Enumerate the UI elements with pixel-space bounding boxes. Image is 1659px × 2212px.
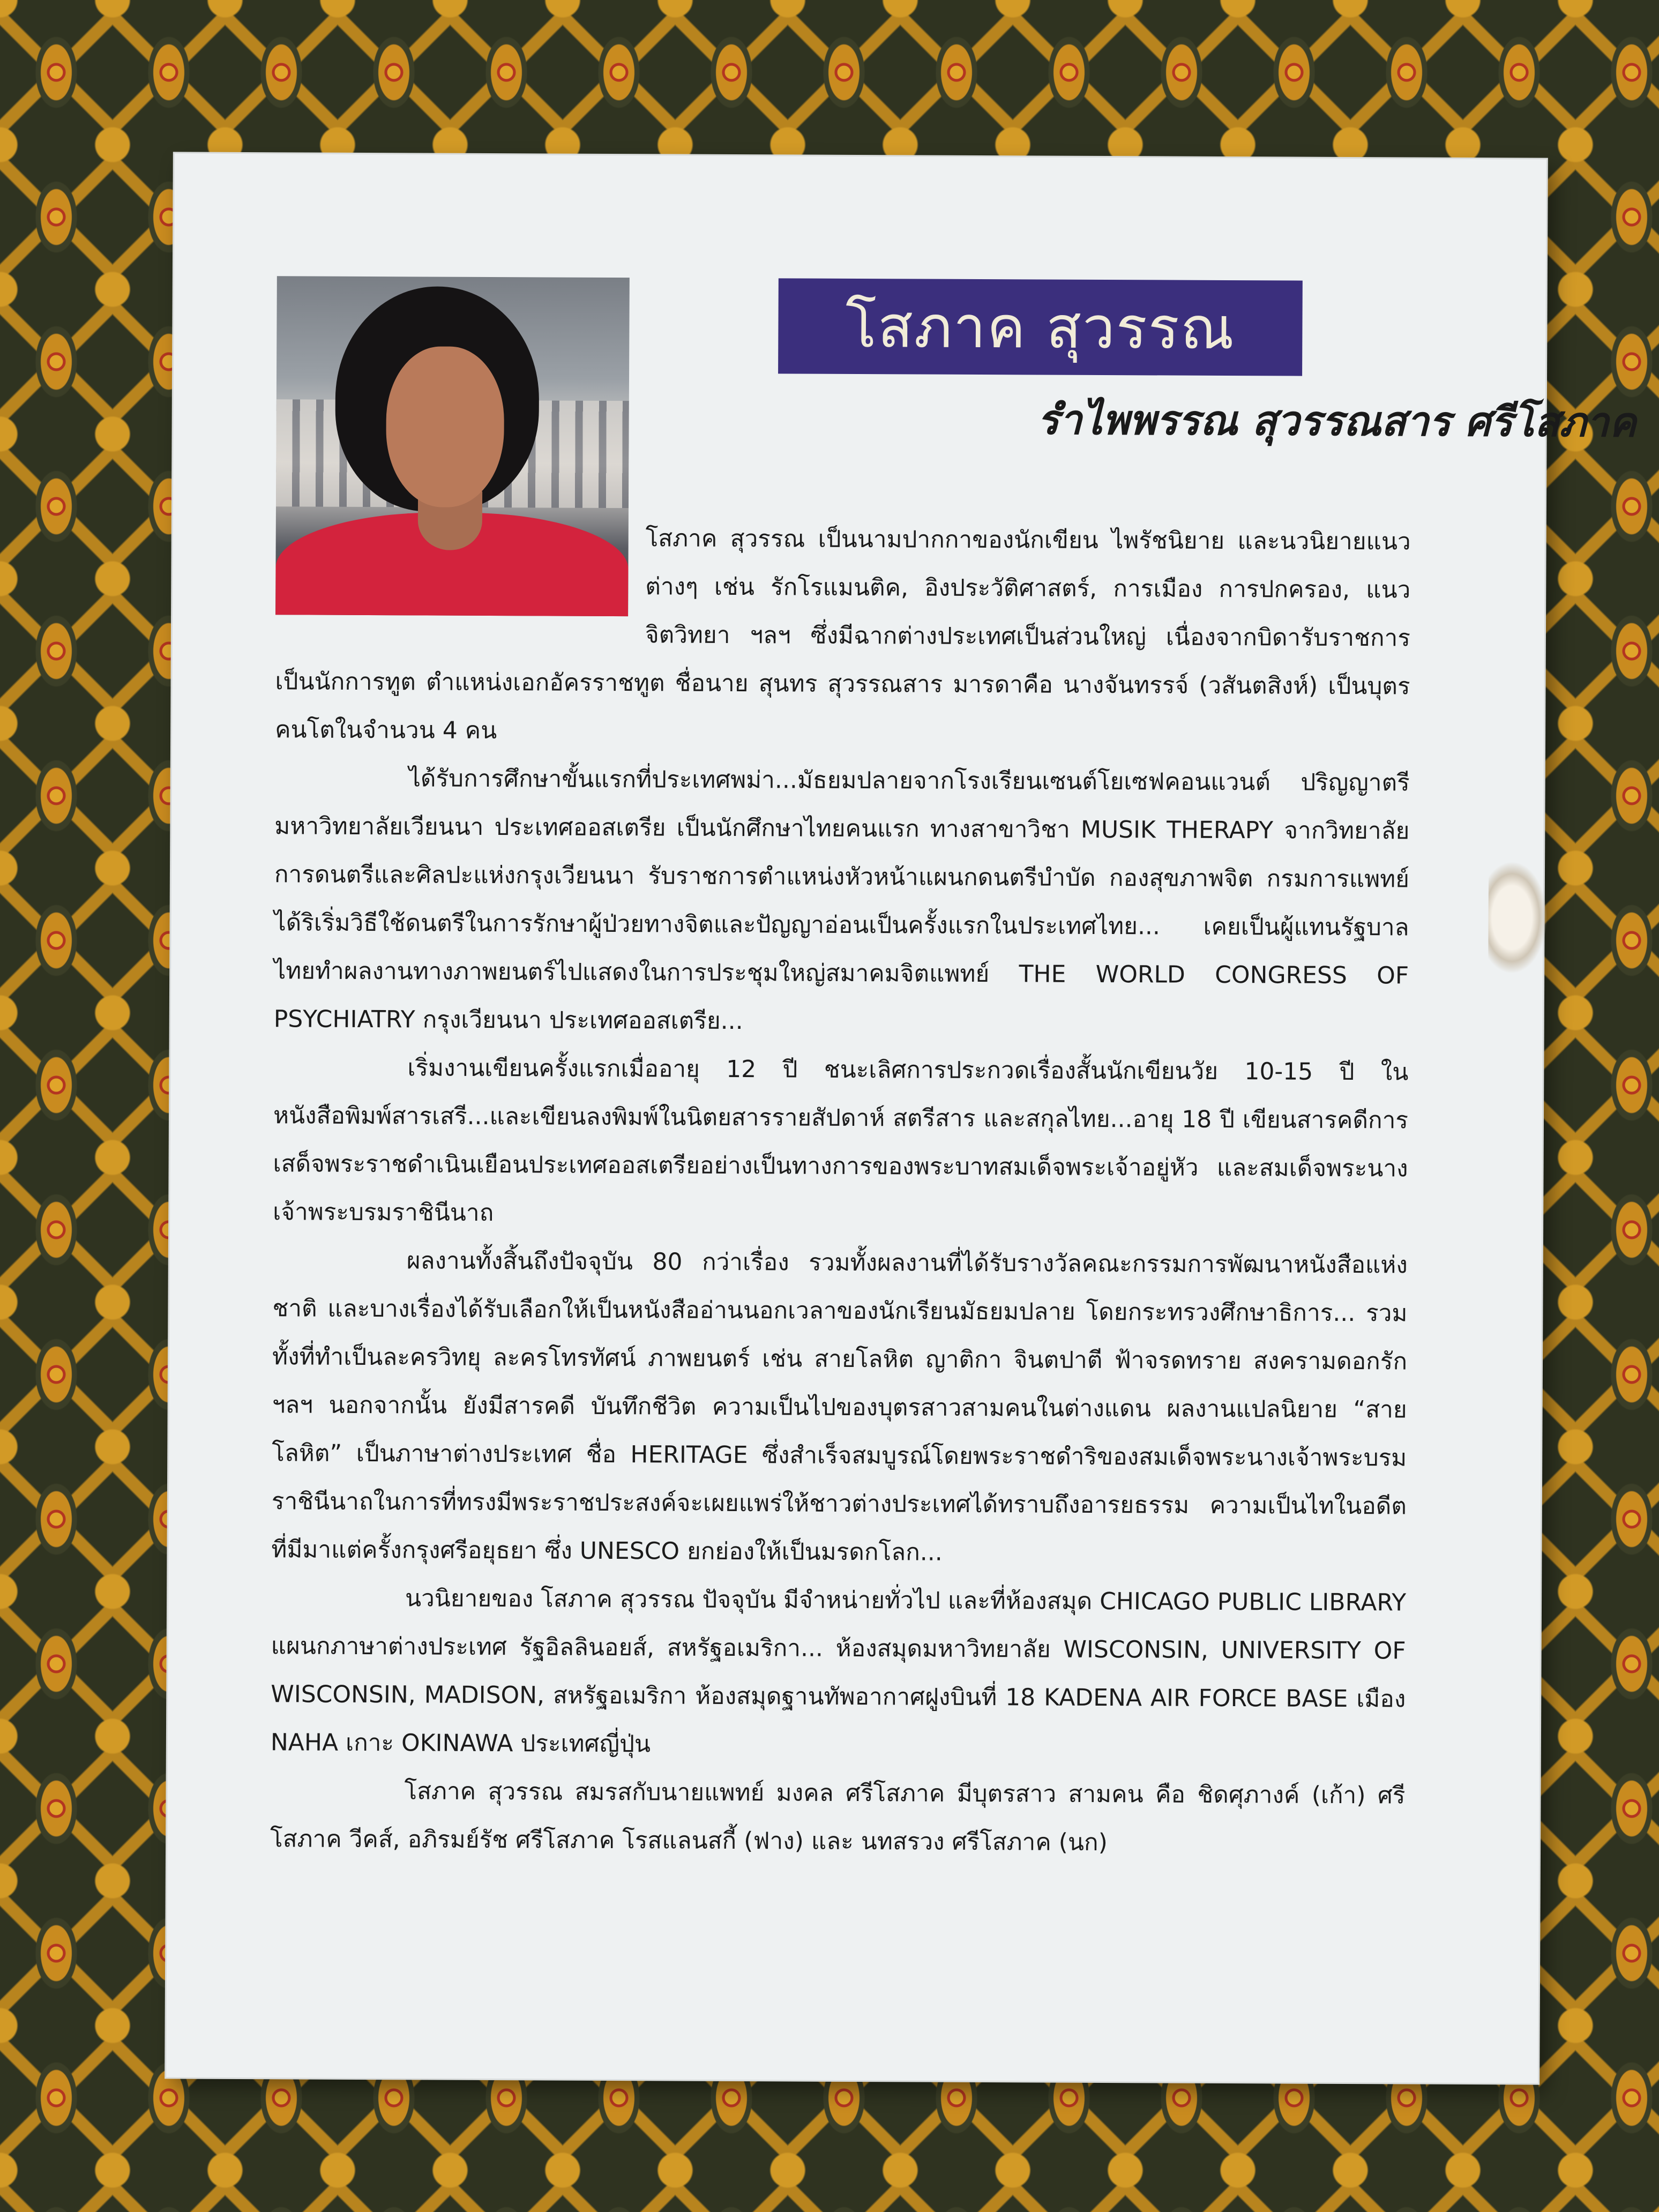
page-title: โสภาค สุวรรณ bbox=[845, 293, 1236, 363]
author-pen-name-banner bbox=[778, 278, 1303, 376]
biography-text bbox=[270, 513, 1411, 1868]
book-flap-page bbox=[166, 153, 1636, 2083]
paragraph-education: ได้รับการศึกษาขั้นแรกที่ประเทศพม่า...มัธยมปลายจากโรงเรียนเซนต์โยเซฟคอนแวนต์ ปริญญาตรี มหาวิทยาลัยเวียนนา ประเทศออสเตรีย เป็นนักศึกษาไทยคนแรก ทางสาขาวิชา MUSIK THERAPY จากวิทยาลัยการดนตรีและศิลปะแห่งกรุงเวียนนา รับราชการตำแหน่งหัวหน้าแผนกดนตรีบำบัด กองสุขภาพจิต กรมการแพทย์ ได้ริเริ่มวิธีใช้ดนตรีในการรักษาผู้ป่วยทางจิตและปัญญาอ่อนเป็นครั้งแรกในประเทศไทย... เคยเป็นผู้แทนรัฐบาลไทยทำผลงานทางภาพยนตร์ไปแสดงในการประชุมใหญ่สมาคมจิตแพทย์ THE WORLD CONGRESS OF PSYCHIATRY กรุงเวียนนา ประเทศออสเตรีย... bbox=[273, 765, 1410, 1035]
torn-edge bbox=[1488, 861, 1548, 974]
paragraph-family: โสภาค สุวรรณ สมรสกับนายแพทย์ มงคล ศรีโสภาค มีบุตรสาว สามคน คือ ชิดศุภางค์ (เก้า) ศรีโสภาค วีคส์, อภิรมย์รัช ศรีโสภาค โรสแลนสกี้ (ฟาง) และ นทสรวง ศรีโสภาค (นก) bbox=[270, 1777, 1406, 1857]
paragraph-intro: โสภาค สุวรรณ เป็นนามปากกาของนักเขียน ไพรัชนิยาย และนวนิยายแนวต่างๆ เช่น รักโรแมนติค, อิงประวัติศาสตร์, การเมือง การปกครอง, แนวจิตวิทยา ฯลฯ ซึ่งมีฉากต่างประเทศเป็นส่วนใหญ่ เนื่องจากบิดารับราชการ เป็นนักการทูต ตำแหน่งเอกอัครราชทูต ชื่อนาย สุนทร สุวรรณสาร มารดาคือ นางจันทรรจ์ (วสันตสิงห์) เป็นบุตรคนโตในจำนวน 4 คน bbox=[275, 525, 1411, 745]
paragraph-libraries: นวนิยายของ โสภาค สุวรรณ ปัจจุบัน มีจำหน่ายทั่วไป และที่ห้องสมุด CHICAGO PUBLIC LIBRARY แผนกภาษาต่างประเทศ รัฐอิลลินอยส์, สหรัฐอเมริกา... ห้องสมุดมหาวิทยาลัย WISCONSIN, UNIVERSITY OF WISCONSIN, MADISON, สหรัฐอเมริกา ห้องสมุดฐานทัพอากาศฝูงบินที่ 18 KADENA AIR FORCE BASE เมือง NAHA เกาะ OKINAWA ประเทศญี่ปุ่น bbox=[270, 1585, 1407, 1758]
paragraph-writing-start: เริ่มงานเขียนครั้งแรกเมื่ออายุ 12 ปี ชนะเลิศการประกวดเรื่องสั้นนักเขียนวัย 10-15 ปี ในหนังสือพิมพ์สารเสรี...และเขียนลงพิมพ์ในนิตยสารรายสัปดาห์ สตรีสาร และสกุลไทย...อายุ 18 ปี เขียนสารคดีการเสด็จพระราชดำเนินเยือนประเทศออสเตรียอย่างเป็นทางการของพระบาทสมเด็จพระเจ้าอยู่หัว และสมเด็จพระนางเจ้าพระบรมราชินีนาถ bbox=[273, 1054, 1409, 1227]
author-real-name: รำไพพรรณ สุวรรณสาร ศรีโสภาค bbox=[1037, 395, 1636, 446]
paragraph-works: ผลงานทั้งสิ้นถึงปัจจุบัน 80 กว่าเรื่อง รวมทั้งผลงานที่ได้รับรางวัลคณะกรรมการพัฒนาหนังสือแห่งชาติ และบางเรื่องได้รับเลือกให้เป็นหนังสืออ่านนอกเวลาของนักเรียนมัธยมปลาย โดยกระทรวงศึกษาธิการ... รวมทั้งที่ทำเป็นละครวิทยุ ละครโทรทัศน์ ภาพยนตร์ เช่น สายโลหิต ญาติกา จินตปาตี ฟ้าจรดทราย สงครามดอกรัก ฯลฯ นอกจากนั้น ยังมีสารคดี บันทึกชีวิต ความเป็นไปของบุตรสาวสามคนในต่างแดน ผลงานแปลนิยาย “สายโลหิต” เป็นภาษาต่างประเทศ ชื่อ HERITAGE ซึ่งสำเร็จสมบูรณ์โดยพระราชดำริของสมเด็จพระนางเจ้าพระบรมราชินีนาถในการที่ทรงมีพระราชประสงค์จะเผยแพร่ให้ชาวต่างประเทศได้ทราบถึงอารยธรรม ความเป็นไทในอดีต ที่มีมาแต่ครั้งกรุงศรีอยุธยา ซึ่ง UNESCO ยกย่องให้เป็นมรดกโลก... bbox=[271, 1247, 1408, 1566]
